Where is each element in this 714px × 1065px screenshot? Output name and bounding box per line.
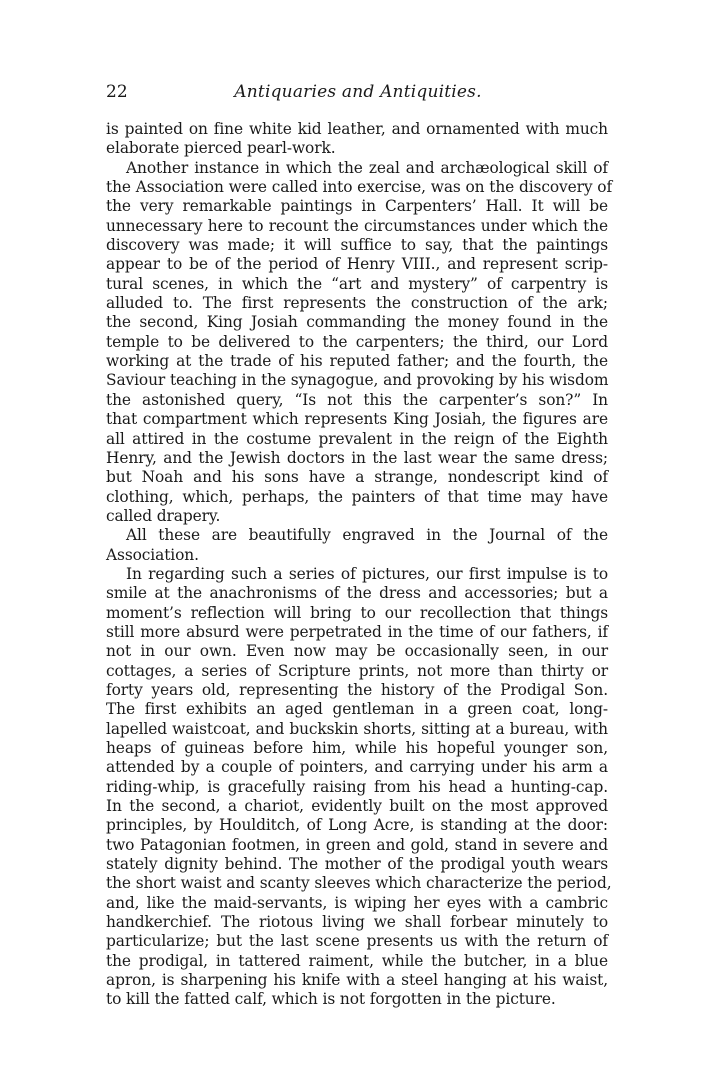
text-line: smile at the anachronisms of the dress and accessories; but a — [106, 584, 608, 603]
text-line: the very remarkable paintings in Carpenters’ Hall. It will be — [106, 197, 608, 216]
text-line: The first exhibits an aged gentleman in a green coat, long- — [106, 700, 608, 719]
text-line: moment’s reflection will bring to our recollection that things — [106, 603, 608, 622]
text-line: called drapery. — [106, 506, 221, 525]
text-line: and, like the maid-servants, is wiping her eyes with a cambric — [106, 893, 608, 912]
text-line: temple to be delivered to the carpenters; the third, our Lord — [106, 332, 608, 351]
text-line: stately dignity behind. The mother of the prodigal youth wears — [106, 855, 608, 874]
text-line: the short waist and scanty sleeves which characterize the period, — [106, 874, 612, 893]
text-line: principles, by Houlditch, of Long Acre, is standing at the door: — [106, 816, 608, 835]
text-line: the prodigal, in tattered raiment, while the butcher, in a blue — [106, 951, 608, 970]
text-line: that compartment which represents King Josiah, the figures are — [106, 410, 608, 429]
text-line: is painted on fine white kid leather, and ornamented with much — [106, 120, 608, 138]
text-line: All these are beautifully engraved in the Journal of the — [126, 526, 608, 545]
text-line: appear to be of the period of Henry VIII., and represent scrip- — [106, 255, 608, 274]
text-line: two Patagonian footmen, in green and gold, stand in severe and — [106, 835, 608, 854]
text-line: apron, is sharpening his knife with a steel hanging at his waist, — [106, 971, 608, 990]
text-line: Saviour teaching in the synagogue, and provoking by his wisdom — [106, 371, 609, 390]
text-line: elaborate pierced pearl-work. — [106, 139, 336, 158]
text-line: alluded to. The first represents the construction of the ark; — [106, 294, 608, 313]
text-line: lapelled waistcoat, and buckskin shorts, sitting at a bureau, with — [106, 719, 608, 738]
text-line: Another instance in which the zeal and archæological skill of — [126, 158, 608, 177]
text-line: Henry, and the Jewish doctors in the last wear the same dress; — [106, 448, 608, 467]
text-line: heaps of guineas before him, while his hopeful younger son, — [106, 739, 608, 757]
text-line: Association. — [106, 545, 199, 564]
text-line: In the second, a chariot, evidently built on the most approved — [106, 797, 608, 816]
text-line: the Association were called into exercise, was on the discovery of — [106, 178, 613, 197]
text-line: attended by a couple of pointers, and carrying under his arm a — [106, 758, 608, 777]
text-line: not in our own. Even now may be occasionally seen, in our — [106, 642, 608, 661]
text-line: working at the trade of his reputed father; and the fourth, the — [106, 352, 608, 371]
running-title: Antiquaries and Antiquities. — [234, 82, 482, 102]
page-header — [106, 82, 610, 106]
text-line: still more absurd were perpetrated in the time of our fathers, if — [106, 622, 608, 641]
body-text — [106, 120, 613, 1010]
text-line: the astonished query, “Is not this the carpenter’s son?” In — [106, 390, 608, 409]
text-line: all attired in the costume prevalent in the reign of the Eighth — [106, 429, 608, 448]
text-line: riding-whip, is gracefully raising from his head a hunting-cap. — [106, 777, 608, 796]
text-line: forty years old, representing the history of the Prodigal Son. — [106, 680, 608, 699]
text-line: discovery was made; it will suffice to say, that the paintings — [106, 236, 608, 255]
text-line: tural scenes, in which the “art and mystery” of carpentry is — [106, 274, 608, 293]
text-line: In regarding such a series of pictures, our first impulse is to — [126, 564, 608, 583]
page-number: 22 — [106, 82, 128, 102]
text-line: to kill the fatted calf, which is not forgotten in the picture. — [106, 990, 556, 1009]
text-line: the second, King Josiah commanding the money found in the — [106, 313, 608, 332]
text-line: but Noah and his sons have a strange, nondescript kind of — [106, 468, 608, 487]
text-line: cottages, a series of Scripture prints, not more than thirty or — [106, 661, 608, 680]
text-line: particularize; but the last scene presents us with the return of — [106, 932, 608, 951]
text-line: unnecessary here to recount the circumstances under which the — [106, 216, 608, 235]
text-line: handkerchief. The riotous living we shall forbear minutely to — [106, 913, 608, 932]
text-line: clothing, which, perhaps, the painters of that time may have — [106, 487, 608, 506]
